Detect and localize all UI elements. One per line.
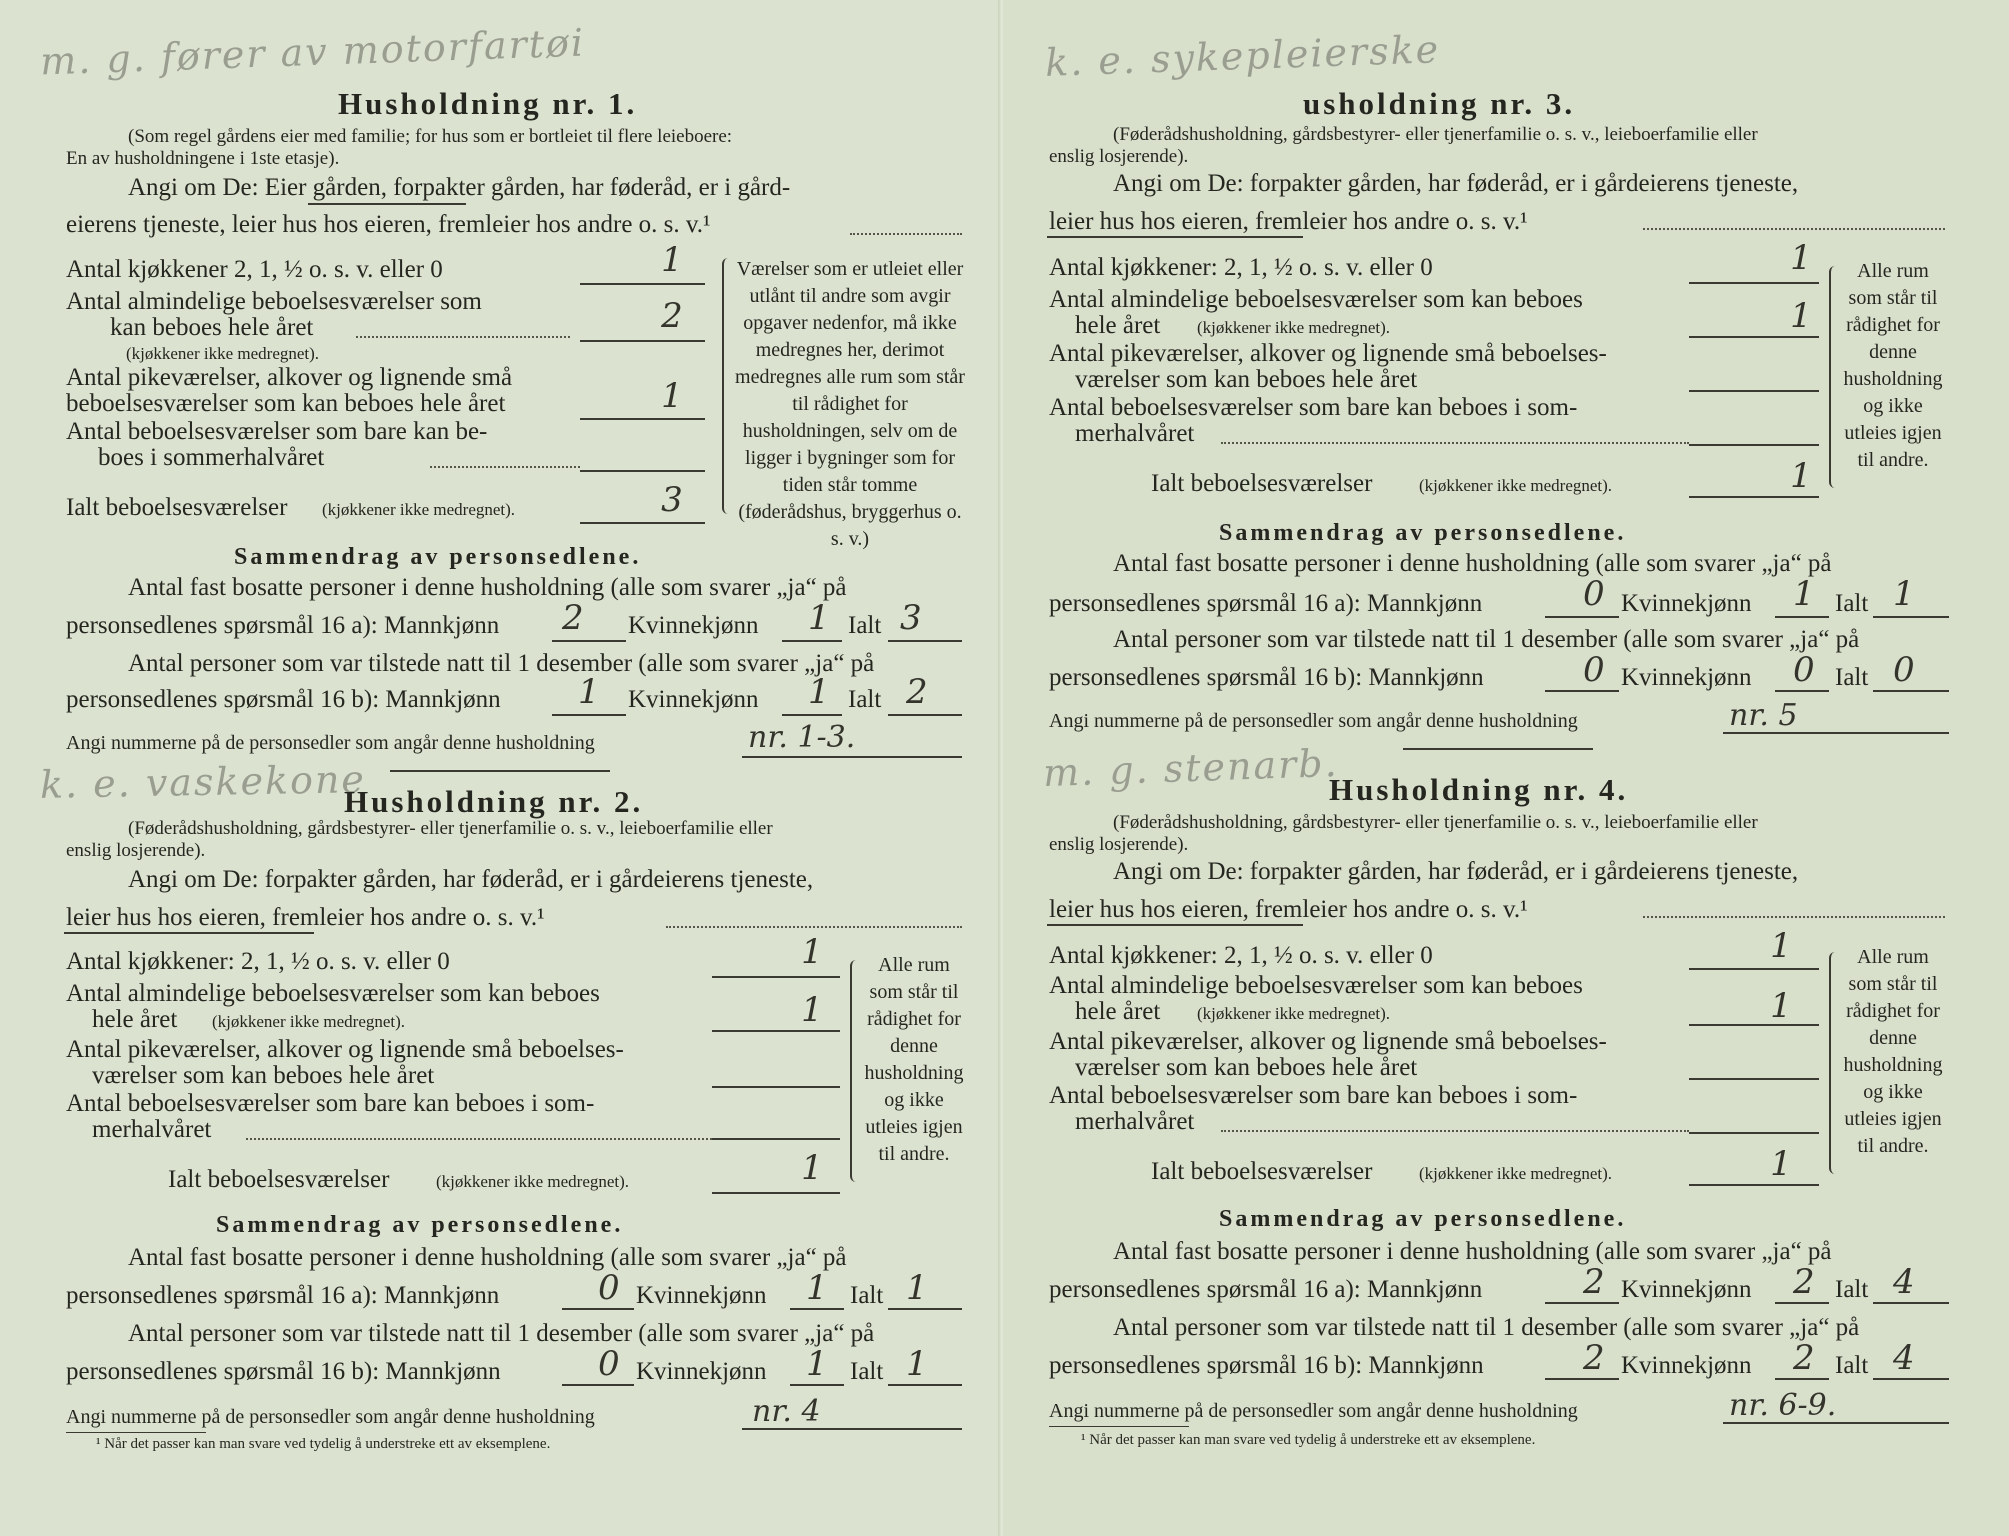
household-3-fast-label: Antal fast bosatte personer i denne husholdning (alle som svarer „ja“ på [1113,550,1832,577]
household-4-summary-title: Sammendrag av personsedlene. [1219,1206,1627,1232]
answer-line [790,1308,844,1310]
answer-line [742,756,962,758]
household-1-angi-2: eierens tjeneste, leier hus hos eieren, fremleier hos andre o. s. v.¹ [66,211,711,238]
dots [430,466,580,468]
household-3-ialt-value: 1 [1790,456,1812,496]
label-ialt: Ialt [850,1282,884,1309]
answer-line [1689,1184,1819,1186]
answer-line [1689,1132,1819,1134]
answer-line [742,1428,962,1430]
answer-line [1873,1302,1949,1304]
household-3-til-label-2: personsedlenes spørsmål 16 b): Mannkjønn [1049,664,1484,691]
answer-line [580,283,705,285]
answer-line [1873,616,1949,618]
household-3-summary-title: Sammendrag av personsedlene. [1219,520,1627,546]
household-2-fast-label: Antal fast bosatte personer i denne husholdning (alle som svarer „ja“ på [128,1244,847,1271]
household-1-intro: (Som regel gårdens eier med familie; for hus som er bortleiet til flere leieboere: [128,126,733,147]
underline-leier [1047,924,1303,926]
occupation-note-1: m. g. fører av motorfartøi [39,20,586,84]
label-kvinne: Kvinnekjønn [1621,664,1752,691]
household-3-kjokken-value: 1 [1790,238,1812,278]
answer-line [1689,282,1819,284]
dots [246,1138,712,1140]
household-3-pike-label-2: værelser som kan beboes hele året [1075,366,1418,393]
household-2-fast-mann: 0 [598,1268,620,1308]
household-4-alm-value: 1 [1770,986,1792,1026]
household-4-numbers-value: nr. 6-9. [1729,1388,1837,1423]
household-2-numbers-value: nr. 4 [752,1394,821,1429]
household-4-side-note: Alle rum som står til rådighet for denne husholdning og ikke utleies igjen til andre. [1843,946,1943,1157]
household-2-kjokken-label: Antal kjøkkener: 2, 1, ½ o. s. v. eller 0 [66,948,450,975]
household-3-alm-note: (kjøkkener ikke medregnet). [1197,318,1391,337]
answer-line [1775,1378,1829,1380]
answer-line [790,1384,844,1386]
household-1-alm-value: 2 [661,296,683,336]
household-4-fast-label: Antal fast bosatte personer i denne husholdning (alle som svarer „ja“ på [1113,1238,1832,1265]
household-3-til-mann: 0 [1583,650,1605,690]
household-1-til-label-2: personsedlenes spørsmål 16 b): Mannkjønn [66,686,501,713]
household-2-til-label-2: personsedlenes spørsmål 16 b): Mannkjønn [66,1358,501,1385]
answer-line [1873,1378,1949,1380]
household-2-pike-label-2: værelser som kan beboes hele året [92,1062,435,1089]
household-1-summary-title: Sammendrag av personsedlene. [234,544,642,570]
answer-line [712,1192,840,1194]
household-3-intro: (Føderådshusholdning, gårdsbestyrer- eller tjenerfamilie o. s. v., leieboerfamilie eller [1113,124,1758,145]
left-page [0,0,1003,1536]
answer-line [1689,336,1819,338]
answer-line [552,640,626,642]
household-3-sommer-label: Antal beboelsesværelser som bare kan beboes i som- [1049,394,1578,421]
household-2-til-label: Antal personer som var tilstede natt til 1 desember (alle som svarer „ja“ på [128,1320,875,1347]
household-4-til-kvinne: 2 [1793,1338,1815,1378]
household-3-sommer-label-2: merhalvåret [1075,420,1195,447]
separator [1403,748,1593,750]
dots [850,233,962,235]
household-2-title: Husholdning nr. 2. [344,784,644,819]
household-1-pike-label-2: beboelsesværelser som kan beboes hele året [66,390,506,417]
label-kvinne: Kvinnekjønn [1621,1352,1752,1379]
household-3-fast-label-2: personsedlenes spørsmål 16 a): Mannkjønn [1049,590,1483,617]
household-2-til-mann: 0 [598,1344,620,1384]
answer-line [1723,1422,1949,1424]
answer-line [712,1030,840,1032]
answer-line [1775,1302,1829,1304]
brace [850,960,862,1182]
household-2-angi: Angi om De: forpakter gården, har føderåd, er i gårdeierens tjeneste, [128,866,814,893]
answer-line [1775,616,1829,618]
household-1-fast-label-2: personsedlenes spørsmål 16 a): Mannkjønn [66,612,500,639]
occupation-note-3: k. e. sykepleierske [1044,27,1441,85]
answer-line [1689,968,1819,970]
household-4-sommer-label-2: merhalvåret [1075,1108,1195,1135]
household-1-pike-value: 1 [661,376,683,416]
household-2-intro: (Føderådshusholdning, gårdsbestyrer- eller tjenerfamilie o. s. v., leieboerfamilie eller [128,818,773,839]
household-1-fast-kvinne: 1 [808,598,830,638]
household-1-sommer-label: Antal beboelsesværelser som bare kan be- [66,418,488,445]
dots [666,926,962,928]
household-1-numbers-value: nr. 1-3. [748,720,856,755]
answer-line [782,714,842,716]
underline-leier [1047,236,1303,238]
household-4-sommer-label: Antal beboelsesværelser som bare kan beboes i som- [1049,1082,1578,1109]
label-ialt: Ialt [1835,590,1869,617]
household-2-fast-label-2: personsedlenes spørsmål 16 a): Mannkjønn [66,1282,500,1309]
occupation-note-4: m. g. stenarb. [1042,740,1340,796]
household-1-kjokken-label: Antal kjøkkener 2, 1, ½ o. s. v. eller 0 [66,256,443,283]
household-3-numbers-label: Angi nummerne på de personsedler som angår denne husholdning [1049,710,1578,732]
household-2-sommer-label-2: merhalvåret [92,1116,212,1143]
answer-line [580,340,705,342]
answer-line [712,976,840,978]
label-ialt: Ialt [848,612,882,639]
household-2-ialt-note: (kjøkkener ikke medregnet). [436,1172,630,1191]
household-4-ialt-value: 1 [1770,1144,1792,1184]
household-3-fast-kvinne: 1 [1793,574,1815,614]
answer-line [782,640,842,642]
household-4-ialt-label: Ialt beboelsesværelser [1151,1158,1373,1185]
label-kvinne: Kvinnekjønn [1621,590,1752,617]
household-4-fast-ialt: 4 [1893,1262,1915,1302]
household-3-title: usholdning nr. 3. [1303,86,1576,121]
household-3-angi: Angi om De: forpakter gården, har føderåd, er i gårdeierens tjeneste, [1113,170,1799,197]
household-1-intro-2: En av husholdningene i 1ste etasje). [66,148,340,169]
brace [1829,952,1841,1174]
label-kvinne: Kvinnekjønn [1621,1276,1752,1303]
household-4-pike-label-2: værelser som kan beboes hele året [1075,1054,1418,1081]
household-2-numbers-label: Angi nummerne på de personsedler som angår denne husholdning [66,1406,595,1428]
underline-leier [64,932,314,934]
household-1-sommer-label-2: boes i sommerhalvåret [98,444,325,471]
household-1-fast-ialt: 3 [900,598,922,638]
household-4-fast-mann: 2 [1583,1262,1605,1302]
answer-line [1689,1024,1819,1026]
footnote-left: ¹ Når det passer kan man svare ved tydelig å understreke ett av eksemplene. [96,1436,551,1452]
household-1-side-note: Værelser som er utleiet eller utlånt til andre som avgir opgaver nedenfor, må ikke medregnes her, derimot medregnes alle rum som står til rådighet for husholdningen, selv om de ligger i bygninger som for tiden står tomme (føderådshus, bryggerhus o. s. v.) [735,258,965,550]
household-2-alm-note: (kjøkkener ikke medregnet). [212,1012,406,1031]
household-1-ialt-value: 3 [661,480,683,520]
answer-line [1775,690,1829,692]
household-2-sommer-label: Antal beboelsesværelser som bare kan beboes i som- [66,1090,595,1117]
label-kvinne: Kvinnekjønn [636,1358,767,1385]
household-3-alm-label: Antal almindelige beboelsesværelser som kan beboes [1049,286,1583,313]
household-2-alm-label-2: hele året [92,1006,178,1033]
household-3-kjokken-label: Antal kjøkkener: 2, 1, ½ o. s. v. eller 0 [1049,254,1433,281]
household-3-angi-2: leier hus hos eieren, fremleier hos andre o. s. v.¹ [1049,208,1528,235]
answer-line [1545,1302,1619,1304]
household-1-til-mann: 1 [578,672,600,712]
household-4-pike-label: Antal pikeværelser, alkover og lignende små beboelses- [1049,1028,1607,1055]
household-1-fast-label: Antal fast bosatte personer i denne husholdning (alle som svarer „ja“ på [128,574,847,601]
dots [1221,1130,1689,1132]
household-1-ialt-label: Ialt beboelsesværelser [66,494,288,521]
label-ialt: Ialt [1835,664,1869,691]
household-1-alm-label-2: kan beboes hele året [110,314,314,341]
household-3-ialt-label: Ialt beboelsesværelser [1151,470,1373,497]
brace [1829,266,1841,488]
household-2-alm-value: 1 [801,990,823,1030]
footnote-rule [1049,1426,1189,1427]
household-3-til-ialt: 0 [1893,650,1915,690]
household-2-side-note: Alle rum som står til rådighet for denne husholdning og ikke utleies igjen til andre. [864,954,964,1165]
household-2-intro-2: enslig losjerende). [66,840,206,861]
occupation-note-2: k. e. vaskekone [39,757,367,807]
dots [1643,228,1945,230]
household-1-til-ialt: 2 [906,672,928,712]
household-4-til-ialt: 4 [1893,1338,1915,1378]
household-2-ialt-value: 1 [801,1148,823,1188]
household-4-fast-label-2: personsedlenes spørsmål 16 a): Mannkjønn [1049,1276,1483,1303]
household-1-til-kvinne: 1 [808,672,830,712]
household-2-kjokken-value: 1 [801,932,823,972]
household-2-ialt-label: Ialt beboelsesværelser [168,1166,390,1193]
household-2-fast-ialt: 1 [906,1268,928,1308]
answer-line [1545,616,1619,618]
label-ialt: Ialt [848,686,882,713]
household-4-kjokken-value: 1 [1770,926,1792,966]
household-1-til-label: Antal personer som var tilstede natt til 1 desember (alle som svarer „ja“ på [128,650,875,677]
answer-line [888,1384,962,1386]
answer-line [562,1308,634,1310]
household-4-fast-kvinne: 2 [1793,1262,1815,1302]
household-1-ialt-note: (kjøkkener ikke medregnet). [322,500,516,519]
household-3-intro-2: enslig losjerende). [1049,146,1189,167]
dots [1221,442,1689,444]
household-4-angi: Angi om De: forpakter gården, har føderåd, er i gårdeierens tjeneste, [1113,858,1799,885]
household-3-til-kvinne: 0 [1793,650,1815,690]
brace [722,258,734,514]
answer-line [580,470,705,472]
household-4-alm-note: (kjøkkener ikke medregnet). [1197,1004,1391,1023]
household-4-kjokken-label: Antal kjøkkener: 2, 1, ½ o. s. v. eller 0 [1049,942,1433,969]
household-3-alm-label-2: hele året [1075,312,1161,339]
household-3-alm-value: 1 [1790,296,1812,336]
answer-line [1873,690,1949,692]
separator [390,770,610,772]
underline-eier [308,203,466,205]
household-4-title: Husholdning nr. 4. [1329,772,1629,807]
household-4-numbers-label: Angi nummerne på de personsedler som angår denne husholdning [1049,1400,1578,1422]
answer-line [1723,732,1949,734]
answer-line [888,1308,962,1310]
household-4-alm-label-2: hele året [1075,998,1161,1025]
answer-line [562,1384,634,1386]
label-kvinne: Kvinnekjønn [636,1282,767,1309]
answer-line [580,522,705,524]
label-ialt: Ialt [1835,1352,1869,1379]
household-2-til-kvinne: 1 [806,1344,828,1384]
household-1-alm-note: (kjøkkener ikke medregnet). [126,344,320,363]
household-1-fast-mann: 2 [562,598,584,638]
household-2-alm-label: Antal almindelige beboelsesværelser som kan beboes [66,980,600,1007]
household-4-alm-label: Antal almindelige beboelsesværelser som kan beboes [1049,972,1583,999]
right-page [1003,0,2009,1536]
answer-line [712,1086,840,1088]
answer-line [1545,1378,1619,1380]
answer-line [888,714,962,716]
household-3-side-note: Alle rum som står til rådighet for denne husholdning og ikke utleies igjen til andre. [1843,260,1943,471]
household-2-summary-title: Sammendrag av personsedlene. [216,1212,624,1238]
household-3-ialt-note: (kjøkkener ikke medregnet). [1419,476,1613,495]
label-ialt: Ialt [1835,1276,1869,1303]
label-kvinne: Kvinnekjønn [628,686,759,713]
footnote-rule [66,1432,206,1433]
household-3-pike-label: Antal pikeværelser, alkover og lignende små beboelses- [1049,340,1607,367]
footnote-right: ¹ Når det passer kan man svare ved tydelig å understreke ett av eksemplene. [1081,1432,1536,1448]
household-2-pike-label: Antal pikeværelser, alkover og lignende små beboelses- [66,1036,624,1063]
answer-line [1689,444,1819,446]
answer-line [1689,1078,1819,1080]
household-4-til-label-2: personsedlenes spørsmål 16 b): Mannkjønn [1049,1352,1484,1379]
household-3-fast-ialt: 1 [1893,574,1915,614]
household-4-ialt-note: (kjøkkener ikke medregnet). [1419,1164,1613,1183]
household-1-angi: Angi om De: Eier gården, forpakter gården, har føderåd, er i gård- [128,174,791,201]
household-4-angi-2: leier hus hos eieren, fremleier hos andre o. s. v.¹ [1049,896,1528,923]
answer-line [552,714,626,716]
household-2-fast-kvinne: 1 [806,1268,828,1308]
label-ialt: Ialt [850,1358,884,1385]
household-1-numbers-label: Angi nummerne på de personsedler som angår denne husholdning [66,732,595,754]
answer-line [1689,390,1819,392]
household-3-til-label: Antal personer som var tilstede natt til 1 desember (alle som svarer „ja“ på [1113,626,1860,653]
answer-line [712,1138,840,1140]
household-1-title: Husholdning nr. 1. [338,86,638,121]
household-3-fast-mann: 0 [1583,574,1605,614]
household-2-angi-2: leier hus hos eieren, fremleier hos andre o. s. v.¹ [66,904,545,931]
answer-line [580,418,705,420]
label-kvinne: Kvinnekjønn [628,612,759,639]
household-2-til-ialt: 1 [906,1344,928,1384]
household-3-numbers-value: nr. 5 [1729,698,1798,733]
household-1-alm-label: Antal almindelige beboelsesværelser som [66,288,482,315]
answer-line [1545,690,1619,692]
household-1-kjokken-value: 1 [661,240,683,280]
household-4-intro: (Føderådshusholdning, gårdsbestyrer- eller tjenerfamilie o. s. v., leieboerfamilie eller [1113,812,1758,833]
household-4-intro-2: enslig losjerende). [1049,834,1189,855]
household-1-pike-label: Antal pikeværelser, alkover og lignende små [66,364,513,391]
answer-line [1689,496,1819,498]
household-4-til-label: Antal personer som var tilstede natt til 1 desember (alle som svarer „ja“ på [1113,1314,1860,1341]
household-4-til-mann: 2 [1583,1338,1605,1378]
answer-line [888,640,962,642]
dots [356,336,570,338]
dots [1643,916,1945,918]
